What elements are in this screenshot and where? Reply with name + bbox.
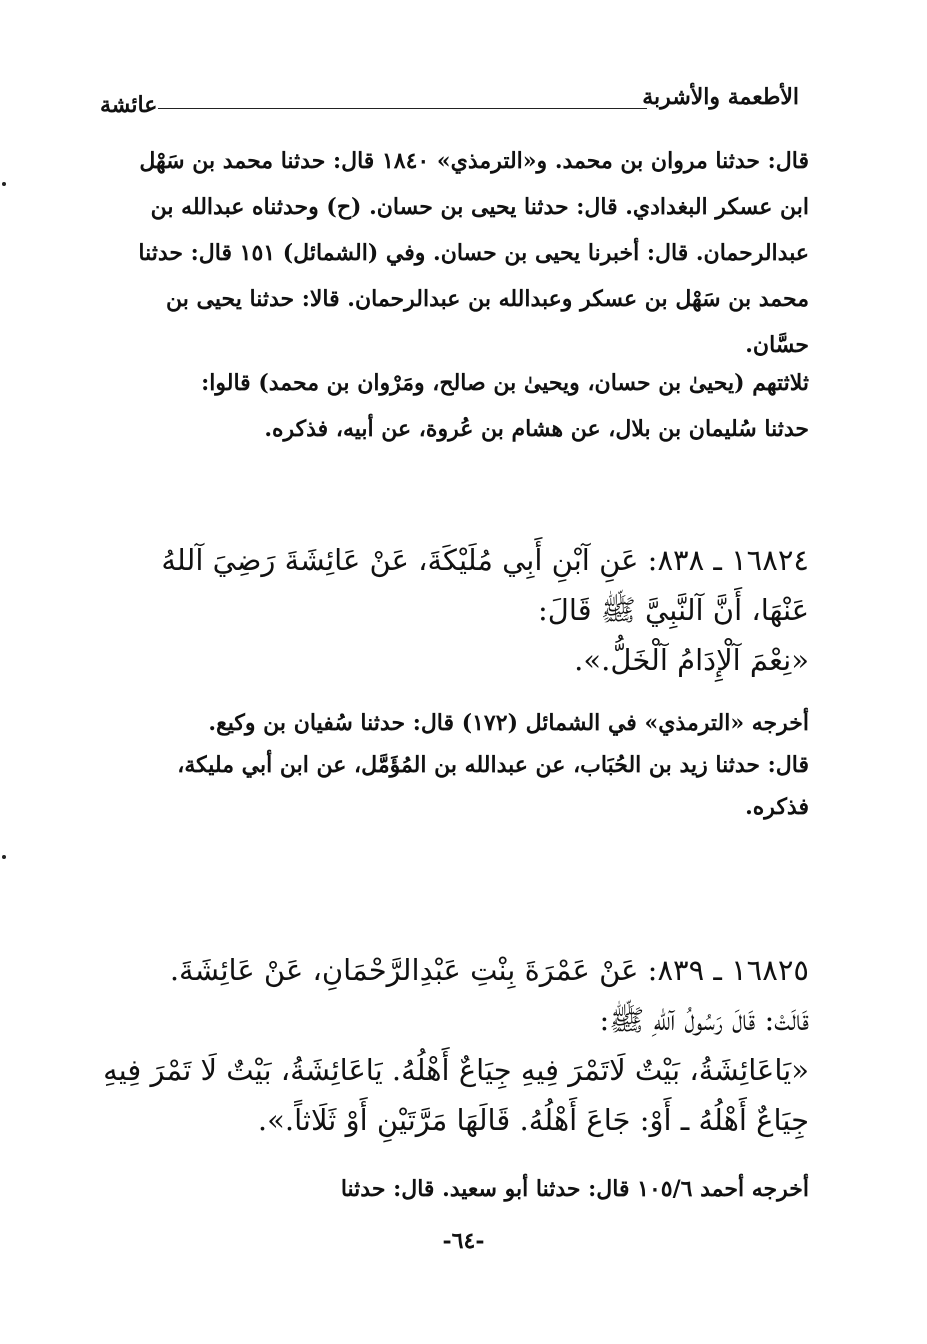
- chapter-title: الأطعمة والأشربة: [642, 84, 799, 110]
- hadith-16825: [100, 945, 809, 1145]
- hadith-line: قَالَتْ: قَالَ رَسُولُ آللهِ ﷺ:: [599, 1003, 809, 1037]
- hadith-matn: «نِعْمَ آلْإِدَامُ آلْخَلُّ.».: [574, 643, 809, 677]
- text-line: قال: حدثنا زيد بن الحُبَاب، عن عبدالله بن المُؤَمَّل، عن ابن أبي مليكة،: [177, 752, 809, 778]
- text-line: فذكره.: [745, 794, 809, 820]
- text-line: ابن عسكر البغدادي. قال: حدثنا يحيى بن حسان. (ح) وحدثناه عبدالله بن: [150, 194, 809, 220]
- text-line: حسَّان.: [745, 332, 809, 358]
- text-line: محمد بن سَهْل بن عسكر وعبدالله بن عبدالرحمان. قالا: حدثنا يحيى بن: [166, 286, 809, 312]
- page-number: -٦٤-: [442, 1228, 485, 1254]
- scan-mark: [2, 182, 6, 186]
- text-line: أخرجه أحمد ١٠٥/٦ قال: حدثنا أبو سعيد. قال: حدثنا: [340, 1176, 809, 1202]
- section-title: عائشة: [100, 92, 158, 118]
- hadith-line: عَنْهَا، أَنَّ آلنَّبِيَّ ﷺ قَالَ:: [538, 593, 809, 627]
- text-line: قال: حدثنا مروان بن محمد. و«الترمذي» ١٨٤٠ قال: حدثنا محمد بن سَهْل: [139, 148, 809, 174]
- scan-mark: [2, 855, 6, 859]
- hadith-line: ١٦٨٢٥ ـ ٨٣٩: عَنْ عَمْرَةَ بِنْتِ عَبْدِالرَّحْمَانِ، عَنْ عَائِشَةَ.: [169, 953, 809, 987]
- text-line: أخرجه «الترمذي» في الشمائل (١٧٢) قال: حدثنا سُفيان بن وكيع.: [208, 710, 809, 736]
- takhrij-16825: [100, 1168, 809, 1210]
- summary-paragraph: [100, 360, 809, 452]
- hadith-16824: [100, 535, 809, 685]
- hadith-line: ١٦٨٢٤ ـ ٨٣٨: عَنِ آبْنِ أَبِي مُلَيْكَةَ، عَنْ عَائِشَةَ رَضِيَ آللهُ: [161, 543, 809, 577]
- text-line: عبدالرحمان. قال: أخبرنا يحيى بن حسان. وفي (الشمائل) ١٥١ قال: حدثنا: [138, 240, 809, 266]
- text-line: حدثنا سُليمان بن بلال، عن هشام بن عُروة، عن أبيه، فذكره.: [264, 416, 809, 442]
- running-header: [100, 80, 799, 120]
- header-rule: [158, 108, 647, 109]
- text-line: ثلاثتهم (يحيىٰ بن حسان، ويحيىٰ بن صالح، ومَرْوان بن محمد) قالوا:: [201, 370, 809, 396]
- takhrij-16824: [100, 702, 809, 828]
- hadith-matn: «يَاعَائِشَةُ، بَيْتٌ لَاتَمْرَ فِيهِ جِيَاعٌ أَهْلُهُ. يَاعَائِشَةُ، بَيْتٌ لَا تَمْرَ فِيهِ: [103, 1053, 809, 1087]
- hadith-matn: جِيَاعٌ أَهْلُهُ ـ أَوْ: جَاعَ أَهْلُهُ. قَالَهَا مَرَّتَيْنِ أَوْ ثَلَاثاً.».: [257, 1103, 809, 1137]
- continuation-paragraph: [100, 138, 809, 368]
